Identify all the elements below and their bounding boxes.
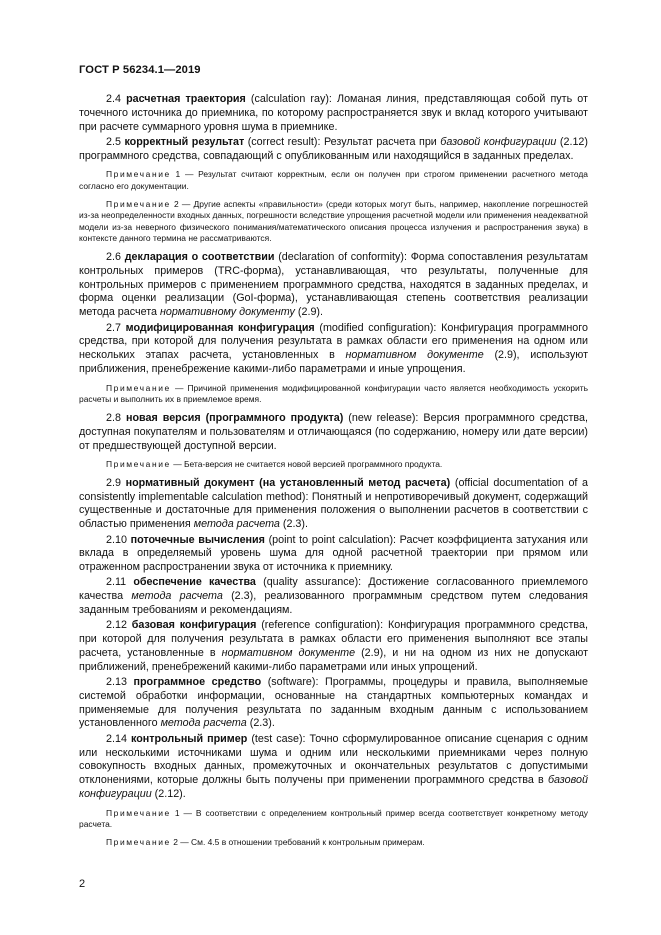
- term-definition-tail: (2.3), реализованного программным средством путем следования заданным требованиям и рекомендациям.: [79, 590, 588, 617]
- term-title: обеспечение качества: [133, 576, 256, 589]
- term-definition: Форма сопоставления результатам контрольных примеров (TRC-форма), устанавливающая, что результаты, полученные для контрольных примеров с применением программного средства, находятся в заданных пределах, и форма оценки реализации (GoI-форма), устанавливающая степень соответствия реализации метода расчета: [79, 251, 588, 319]
- term-title: новая версия (программного продукта): [125, 411, 344, 424]
- term-cross-reference: базовой конфигурации: [440, 135, 557, 148]
- term-number: 2.6: [106, 251, 121, 264]
- note-label: Примечание: [106, 459, 171, 470]
- term-definition-tail: (2.9).: [297, 306, 323, 319]
- term-definition-tail: (2.3).: [282, 518, 308, 531]
- term-number: 2.5: [106, 135, 121, 148]
- term-definition-tail: (2.3).: [249, 717, 275, 730]
- term-definition: Точно сформулированное описание сценария с одним или несколькими источниками шума и одним или несколькими приемниками через полную совокупность входных данных, промежуточных и окончательных результатов с допустимыми отклонениями, которые должны быть получены при применении программного средства в: [79, 732, 588, 787]
- term-english: (software):: [267, 676, 319, 689]
- term-definition-tail: (2.12) программного средства, совпадающий с опубликованным или находящийся в заданных пределах.: [79, 135, 588, 162]
- term-title: декларация о соответствии: [124, 251, 275, 264]
- note-number: 1: [174, 807, 180, 818]
- term-english: (calculation ray):: [250, 93, 332, 105]
- term-entry: [79, 251, 588, 320]
- term-entry: [79, 676, 588, 731]
- term-number: 2.10: [106, 533, 127, 546]
- note-text: — Результат считают корректным, если он получен при строгом применении расчетного метода согласно его документации.: [79, 169, 588, 192]
- term-english: (correct result):: [247, 135, 321, 148]
- term-entry: [79, 534, 588, 575]
- term-number: 2.12: [106, 619, 127, 632]
- term-definition-tail: (2.9), и ни на одном из них не допускают приближений, пренебрежений какими-либо параметрами или иных упрощений.: [79, 646, 588, 673]
- term-title: программное средство: [133, 676, 262, 689]
- term-entry: [79, 412, 588, 453]
- note-text: — Бета-версия не считается новой версией программного продукта.: [173, 459, 443, 470]
- term-cross-reference: метода расчета: [193, 518, 280, 531]
- page-number: 2: [79, 878, 86, 890]
- term-definition-tail: (2.12).: [154, 787, 186, 800]
- term-definition: Программы, процедуры и правила, выполняемые системой обработки информации, основанные на стандартных компьютерных командах и применяемые для получения результата по заданным входным данным с использованием установленного: [79, 676, 588, 730]
- term-cross-reference: базовой конфигурации: [79, 774, 588, 800]
- note-text: — См. 4.5 в отношении требований к контрольным примерам.: [180, 836, 425, 847]
- term-entry: [79, 93, 588, 134]
- term-definition-tail: (2.9), используют приближения, пренебрежение какими-либо параметрами и иные упрощения.: [79, 349, 588, 375]
- note: [79, 383, 588, 406]
- term-title: расчетная траектория: [126, 93, 246, 105]
- term-definition: Результат расчета при: [323, 135, 437, 148]
- term-number: 2.9: [106, 476, 121, 489]
- term-entry: [79, 576, 588, 617]
- term-definition: Ломаная линия, представляющая собой путь от точечного источника до приемника, по которому распространяется звук и вклад которого учитывают при расчете суммарного уровня шума в приемнике.: [79, 93, 588, 133]
- term-definition: Понятный и непротиворечивый документ, содержащий существенные и достаточные для применения положения о выполнении расчетов в соответствии с областью применения: [79, 490, 588, 531]
- term-entry: [79, 477, 588, 532]
- term-definition: Версия программного средства, доступная покупателям и пользователям и отличающаяся (по содержанию, номеру или дате версии) от предшествующей доступной версии.: [79, 411, 588, 452]
- term-cross-reference: метода расчета: [160, 717, 247, 730]
- term-title: контрольный пример: [130, 732, 248, 745]
- note: [79, 808, 588, 831]
- term-entry: [79, 733, 588, 802]
- note-text: — В соответствии с определением контрольный пример всегда соответствует конкретному методу расчета.: [79, 807, 588, 830]
- term-english: (quality assurance):: [263, 576, 362, 589]
- term-number: 2.14: [106, 732, 127, 745]
- term-title: корректный результат: [124, 135, 245, 148]
- term-entry: [79, 136, 588, 164]
- note-number: 1: [175, 169, 181, 180]
- note: [79, 199, 588, 245]
- term-english: (declaration of conformity):: [278, 251, 407, 264]
- term-number: 2.7: [106, 321, 121, 334]
- standard-header: ГОСТ Р 56234.1—2019: [79, 64, 201, 76]
- term-title: базовая конфигурация: [131, 619, 257, 632]
- term-definition: Достижение согласованного приемлемого качества: [79, 576, 588, 603]
- note-label: Примечание: [106, 836, 171, 847]
- term-english: (modified configuration):: [319, 321, 437, 334]
- note-number: 2: [173, 836, 178, 847]
- term-cross-reference: нормативному документу: [160, 306, 295, 319]
- note: [79, 459, 588, 471]
- term-english: (new release):: [348, 411, 419, 424]
- note-label: Примечание: [106, 807, 171, 818]
- term-number: 2.8: [106, 411, 121, 424]
- term-title: модифицированная конфигурация: [125, 321, 315, 334]
- term-definition: Конфигурация программного средства, при которой для получения результата в рамках области его применения выполняют все этапы расчета, установленные в: [79, 619, 588, 659]
- note-label: Примечание: [106, 169, 171, 180]
- term-cross-reference: метода расчета: [131, 590, 223, 603]
- document-body: [79, 93, 588, 855]
- term-english: (official documentation of a consistently implementable calculation method):: [79, 476, 589, 503]
- note: [79, 837, 588, 849]
- term-english: (test case):: [251, 732, 306, 745]
- term-entry: [79, 619, 588, 674]
- term-english: (reference configuration):: [261, 619, 384, 632]
- term-cross-reference: нормативном документе: [345, 349, 484, 362]
- note-number: 2: [174, 198, 179, 209]
- term-definition: Конфигурация программного средства, при которой для получения результата в рамках области его применения на одном или нескольких этапах расчета, установленных в: [79, 321, 588, 362]
- term-entry: [79, 322, 588, 377]
- term-number: 2.13: [106, 676, 127, 689]
- term-title: поточечные вычисления: [130, 533, 265, 546]
- note-text: — Причиной применения модифицированной конфигурации часто является необходимость ускорить расчеты и выполнить их в приемлемое время.: [79, 382, 588, 405]
- term-cross-reference: нормативном документе: [221, 646, 356, 659]
- note: [79, 169, 588, 192]
- term-number: 2.4: [106, 93, 121, 105]
- term-title: нормативный документ (на установленный метод расчета): [125, 476, 451, 489]
- note-label: Примечание: [106, 198, 171, 209]
- note-label: Примечание: [106, 382, 171, 393]
- note-text: — Другие аспекты «правильности» (среди которых могут быть, например, накопление погрешностей из-за неопределенности входных данных, погрешности вследствие упрощения расчетной модели или применения неадекватной модели из-за неверного физического понимания/математического описания процесса излучения и распространения звука) в контексте данного термина не рассматриваются.: [79, 198, 588, 244]
- term-english: (point to point calculation):: [268, 533, 397, 546]
- term-number: 2.11: [106, 576, 127, 589]
- term-definition: Расчет коэффициента затухания или вклада в определяемый уровень шума для одной расчетной траектории при прямом или отраженном распространении звука от источника к приемнику.: [79, 533, 588, 574]
